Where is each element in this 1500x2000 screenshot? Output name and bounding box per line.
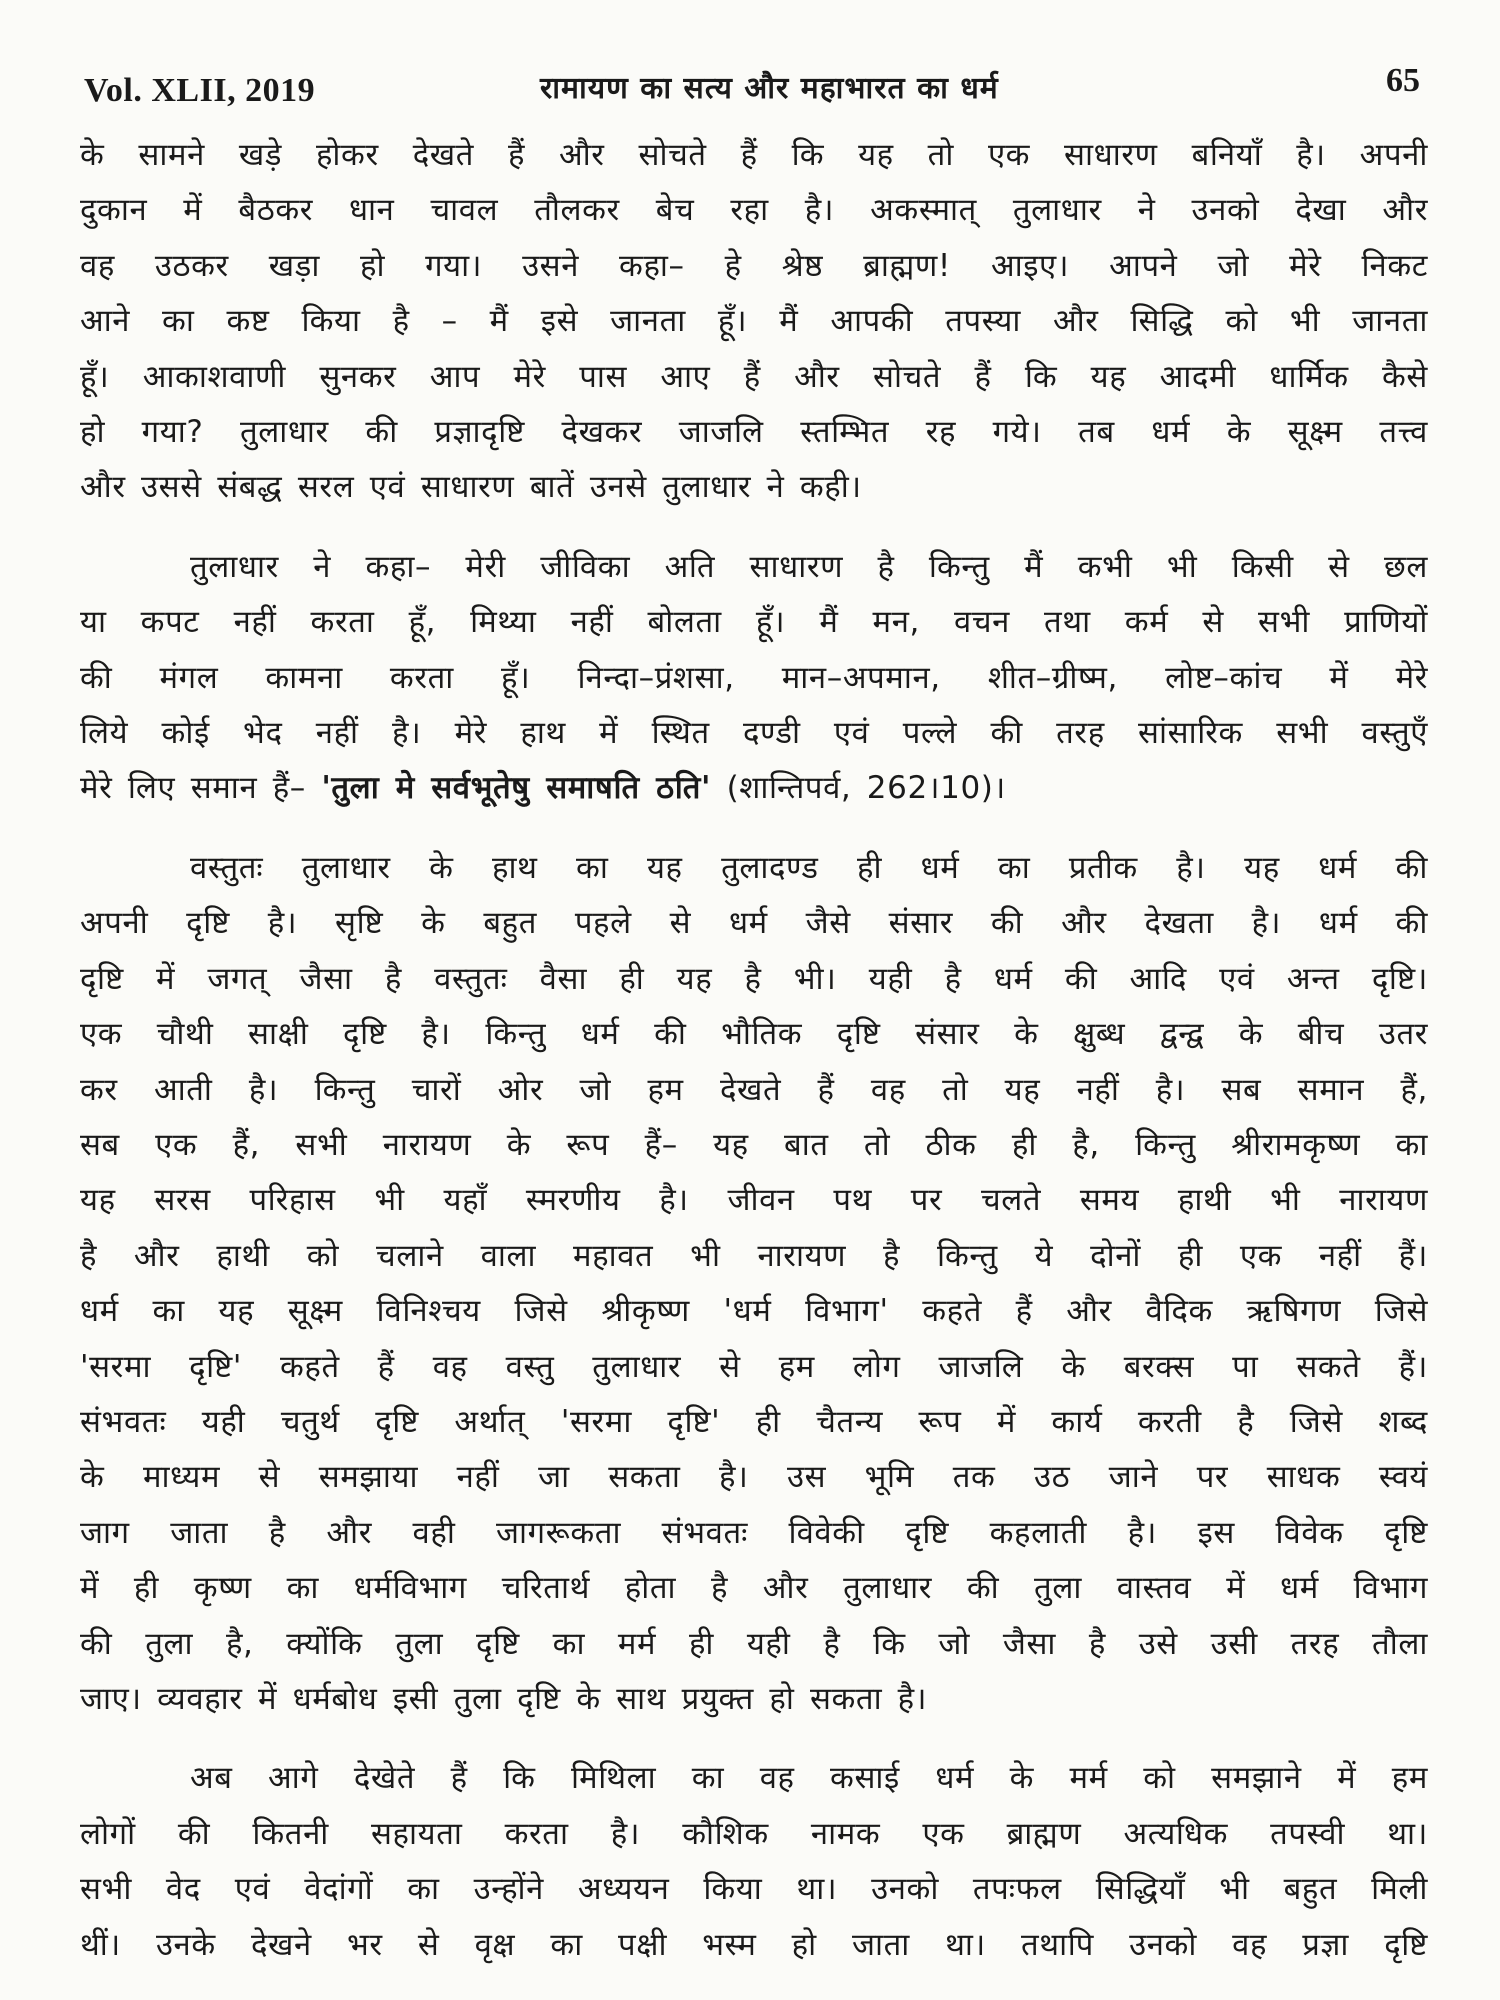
text-line: एक चौथी साक्षी दृष्टि है। किन्तु धर्म की भौतिक दृष्टि संसार के क्षुब्ध द्वन्द्व के बीच उतर [80, 1016, 1428, 1053]
text-line: 'सरमा दृष्टि' कहते हैं वह वस्तु तुलाधार से हम लोग जाजलि के बरक्स पा सकते हैं। [80, 1348, 1428, 1385]
running-title: रामायण का सत्य और महाभारत का धर्म [540, 71, 999, 106]
text-line: धर्म का यह सूक्ष्म विनिश्चय जिसे श्रीकृष्ण 'धर्म विभाग' कहते हैं और वैदिक ऋषिगण जिसे [80, 1293, 1428, 1330]
quote-citation: (शान्तिपर्व, 262।10)। [711, 770, 1006, 807]
text-line: वह उठकर खड़ा हो गया। उसने कहा– हे श्रेष्ठ ब्राह्मण! आइए। आपने जो मेरे निकट [80, 247, 1428, 284]
text-line: संभवतः यही चतुर्थ दृष्टि अर्थात् 'सरमा दृष्टि' ही चैतन्य रूप में कार्य करती है जिसे शब्द [80, 1403, 1428, 1440]
text-line: हो गया? तुलाधार की प्रज्ञादृष्टि देखकर जाजलि स्तम्भित रह गये। तब धर्म के सूक्ष्म तत्त्व [80, 414, 1428, 451]
text-line: अब आगे देखेते हैं कि मिथिला का वह कसाई धर्म के मर्म को समझाने में हम [190, 1760, 1428, 1797]
text-line: लिये कोई भेद नहीं है। मेरे हाथ में स्थित दण्डी एवं पल्ले की तरह सांसारिक सभी वस्तुएँ [80, 715, 1428, 752]
text-line: अपनी दृष्टि है। सृष्टि के बहुत पहले से धर्म जैसे संसार की और देखता है। धर्म की [80, 905, 1428, 942]
text-line: दृष्टि में जगत् जैसा है वस्तुतः वैसा ही यह है भी। यही है धर्म की आदि एवं अन्त दृष्टि। [80, 960, 1428, 997]
text-line: सभी वेद एवं वेदांगों का उन्होंने अध्ययन किया था। उनको तपःफल सिद्धियाँ भी बहुत मिली [80, 1871, 1428, 1908]
sanskrit-quote: 'तुला मे सर्वभूतेषु समाषति ठति' [321, 770, 712, 807]
text-line: आने का कष्ट किया है – मैं इसे जानता हूँ। मैं आपकी तपस्या और सिद्धि को भी जानता [80, 303, 1428, 340]
text-line: जाग जाता है और वही जागरूकता संभवतः विवेकी दृष्टि कहलाती है। इस विवेक दृष्टि [80, 1514, 1428, 1551]
text-line: के सामने खड़े होकर देखते हैं और सोचते हैं कि यह तो एक साधारण बनियाँ है। अपनी [80, 137, 1428, 173]
text-line: थीं। उनके देखने भर से वृक्ष का पक्षी भस्म हो जाता था। तथापि उनको वह प्रज्ञा दृष्टि [80, 1926, 1428, 1963]
text-line: जाए। व्यवहार में धर्मबोध इसी तुला दृष्टि के साथ प्रयुक्त हो सकता है। [80, 1680, 928, 1717]
page-number: 65 [1386, 62, 1420, 99]
text-line: और उससे संबद्ध सरल एवं साधारण बातें उनसे तुलाधार ने कही। [80, 469, 862, 506]
text-line: हूँ। आकाशवाणी सुनकर आप मेरे पास आए हैं और सोचते हैं कि यह आदमी धार्मिक कैसे [80, 358, 1428, 395]
text-line: की तुला है, क्योंकि तुला दृष्टि का मर्म ही यही है कि जो जैसा है उसे उसी तरह तौला [80, 1625, 1428, 1662]
text-line-with-quote [80, 761, 1428, 816]
text-line: है और हाथी को चलाने वाला महावत भी नारायण है किन्तु ये दोनों ही एक नहीं हैं। [80, 1237, 1428, 1274]
paragraph-3 [80, 841, 1428, 1728]
text-line: दुकान में बैठकर धान चावल तौलकर बेच रहा है। अकस्मात् तुलाधार ने उनको देखा और [80, 192, 1428, 229]
journal-volume: Vol. XLII, 2019 [84, 72, 316, 109]
quote-lead-in: मेरे लिए समान हैं– [80, 770, 322, 807]
paragraph-4 [80, 1751, 1428, 1973]
text-line: की मंगल कामना करता हूँ। निन्दा–प्रंशसा, मान–अपमान, शीत–ग्रीष्म, लोष्ट–कांच में मेरे [80, 659, 1428, 696]
text-line: सब एक हैं, सभी नारायण के रूप हैं– यह बात तो ठीक ही है, किन्तु श्रीरामकृष्ण का [80, 1126, 1428, 1163]
text-line: यह सरस परिहास भी यहाँ स्मरणीय है। जीवन पथ पर चलते समय हाथी भी नारायण [80, 1182, 1428, 1219]
page-header [80, 58, 1428, 120]
text-line: के माध्यम से समझाया नहीं जा सकता है। उस भूमि तक उठ जाने पर साधक स्वयं [80, 1459, 1428, 1496]
text-line: लोगों की कितनी सहायता करता है। कौशिक नामक एक ब्राह्मण अत्यधिक तपस्वी था। [80, 1815, 1428, 1852]
paragraph-1 [80, 128, 1428, 516]
article-body [80, 128, 1428, 1973]
text-line: तुलाधार ने कहा– मेरी जीविका अति साधारण है किन्तु मैं कभी भी किसी से छल [190, 548, 1428, 585]
text-line: या कपट नहीं करता हूँ, मिथ्या नहीं बोलता हूँ। मैं मन, वचन तथा कर्म से सभी प्राणियों [80, 604, 1428, 641]
paragraph-2 [80, 540, 1428, 817]
text-line: कर आती है। किन्तु चारों ओर जो हम देखते हैं वह तो यह नहीं है। सब समान हैं, [80, 1071, 1428, 1108]
text-line: वस्तुतः तुलाधार के हाथ का यह तुलादण्ड ही धर्म का प्रतीक है। यह धर्म की [190, 849, 1428, 886]
text-line: में ही कृष्ण का धर्मविभाग चरितार्थ होता है और तुलाधार की तुला वास्तव में धर्म विभाग [80, 1570, 1428, 1607]
